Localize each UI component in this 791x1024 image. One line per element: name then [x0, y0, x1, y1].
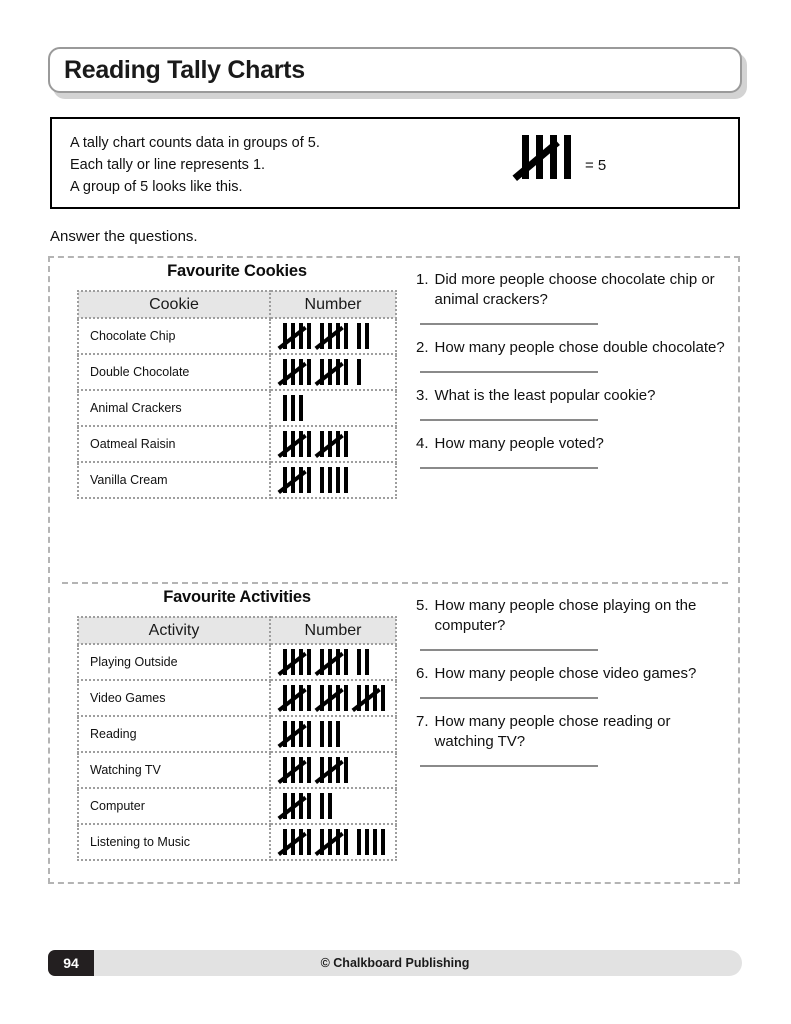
question-text-row [416, 338, 728, 358]
tally-single-marks [320, 467, 348, 493]
worksheet-section-cookies [50, 262, 742, 582]
table-row [78, 462, 396, 498]
footer-credit: © Chalkboard Publishing [320, 956, 470, 970]
row-tally-cell [270, 390, 396, 426]
table-row [78, 426, 396, 462]
tally-group-of-five [283, 649, 311, 675]
table-row [78, 680, 396, 716]
answer-line[interactable] [420, 765, 598, 767]
answer-line[interactable] [420, 371, 598, 373]
page-title-banner [48, 47, 742, 93]
instruction-text [70, 132, 320, 198]
tally-legend [522, 135, 606, 179]
table-row [78, 354, 396, 390]
instruction-line: A group of 5 looks like this. [70, 179, 243, 195]
question-text-row [416, 596, 728, 636]
tally-group-of-five [357, 685, 385, 711]
title-box [48, 47, 742, 93]
tally-single-marks [320, 793, 332, 819]
row-category-label: Watching TV [78, 752, 270, 788]
answer-line[interactable] [420, 649, 598, 651]
tally-marks [283, 757, 395, 783]
chart-column [64, 262, 410, 499]
tally-group-of-five [320, 685, 348, 711]
footer-page-number: 94 [48, 950, 94, 976]
question-body: How many people chose playing on the computer? [434, 597, 697, 634]
legend-equals-label: = 5 [585, 156, 607, 174]
column-header-category: Activity [78, 617, 270, 644]
row-category-label: Animal Crackers [78, 390, 270, 426]
tally-marks [283, 829, 395, 855]
tally-table-body-activities [78, 644, 396, 860]
table-row [78, 752, 396, 788]
row-category-label: Oatmeal Raisin [78, 426, 270, 462]
tally-marks [283, 721, 395, 747]
instruction-line: Each tally or line represents 1. [70, 157, 266, 173]
tally-single-marks [357, 649, 369, 675]
page-title: Reading Tally Charts [64, 55, 305, 84]
row-tally-cell [270, 426, 396, 462]
tally-single-marks [283, 395, 303, 421]
question-number: 6. [416, 665, 429, 682]
tally-group-of-five [320, 359, 348, 385]
chart-column [64, 588, 410, 861]
answer-line[interactable] [420, 467, 598, 469]
worksheet-section-activities [50, 588, 742, 880]
table-row [78, 318, 396, 354]
question-number: 3. [416, 387, 429, 404]
table-row [78, 824, 396, 860]
tally-group-of-five [283, 685, 311, 711]
questions-column-activities [416, 596, 728, 780]
question-body: How many people chose double chocolate? [434, 339, 725, 356]
tally-marks [283, 323, 395, 349]
tally-table-body-cookies [78, 318, 396, 498]
column-header-number: Number [270, 617, 396, 644]
question-number: 2. [416, 339, 429, 356]
tally-single-marks [357, 359, 361, 385]
tally-group-of-five [283, 431, 311, 457]
question-body: How many people voted? [434, 435, 604, 452]
row-tally-cell [270, 824, 396, 860]
tally-marks [283, 467, 395, 493]
tally-group-of-five [320, 829, 348, 855]
row-tally-cell [270, 462, 396, 498]
tally-group-of-five [320, 323, 348, 349]
row-category-label: Listening to Music [78, 824, 270, 860]
questions-column-cookies [416, 270, 728, 482]
row-tally-cell [270, 354, 396, 390]
answer-prompt: Answer the questions. [50, 228, 198, 245]
tally-marks [283, 431, 395, 457]
question-body: How many people chose reading or watching TV? [434, 713, 671, 750]
row-tally-cell [270, 788, 396, 824]
table-row [78, 644, 396, 680]
question-body: What is the least popular cookie? [434, 387, 656, 404]
tally-single-marks [357, 829, 385, 855]
row-category-label: Chocolate Chip [78, 318, 270, 354]
question-body: How many people chose video games? [434, 665, 697, 682]
instruction-box [50, 117, 740, 209]
section-divider [62, 582, 728, 584]
instruction-line: A tally chart counts data in groups of 5. [70, 135, 320, 151]
tally-marks [283, 685, 395, 711]
tally-group-of-five [283, 323, 311, 349]
row-tally-cell [270, 680, 396, 716]
question-number: 1. [416, 271, 429, 288]
table-row [78, 390, 396, 426]
tally-group-of-five [320, 757, 348, 783]
tally-marks [283, 359, 395, 385]
tally-group-of-five [283, 793, 311, 819]
row-category-label: Vanilla Cream [78, 462, 270, 498]
worksheet-panel [48, 256, 740, 884]
row-category-label: Reading [78, 716, 270, 752]
question-number: 7. [416, 713, 429, 730]
tally-marks [283, 793, 395, 819]
row-tally-cell [270, 716, 396, 752]
question-item [416, 434, 728, 469]
question-number: 5. [416, 597, 429, 614]
tally-group-of-five [283, 721, 311, 747]
row-tally-cell [270, 644, 396, 680]
column-header-category: Cookie [78, 291, 270, 318]
question-item [416, 270, 728, 325]
question-item [416, 386, 728, 421]
question-text-row [416, 712, 728, 752]
question-text-row [416, 434, 728, 454]
chart-title: Favourite Cookies [167, 262, 307, 280]
row-category-label: Playing Outside [78, 644, 270, 680]
tally-table-activities [77, 616, 397, 861]
question-text-row [416, 270, 728, 310]
question-body: Did more people choose chocolate chip or animal crackers? [434, 271, 715, 308]
tally-single-marks [320, 721, 340, 747]
question-item [416, 338, 728, 373]
tally-single-marks [357, 323, 369, 349]
question-text-row [416, 664, 728, 684]
column-header-number: Number [270, 291, 396, 318]
tally-marks [283, 649, 395, 675]
tally-group-of-five [320, 649, 348, 675]
chart-title: Favourite Activities [163, 588, 311, 606]
table-header-row [78, 617, 396, 644]
tally-group-of-five [283, 359, 311, 385]
answer-line[interactable] [420, 323, 598, 325]
question-text-row [416, 386, 728, 406]
row-category-label: Double Chocolate [78, 354, 270, 390]
row-tally-cell [270, 318, 396, 354]
table-row [78, 716, 396, 752]
question-item [416, 712, 728, 767]
table-row [78, 788, 396, 824]
tally-marks [283, 395, 395, 421]
tally-table-cookies [77, 290, 397, 499]
tally-group-of-five [320, 431, 348, 457]
tally-group-of-five [283, 829, 311, 855]
tally-group-of-five [283, 467, 311, 493]
answer-line[interactable] [420, 419, 598, 421]
question-item [416, 664, 728, 699]
row-category-label: Computer [78, 788, 270, 824]
question-number: 4. [416, 435, 429, 452]
row-tally-cell [270, 752, 396, 788]
row-category-label: Video Games [78, 680, 270, 716]
tally-group-of-five [283, 757, 311, 783]
table-header-row [78, 291, 396, 318]
tally-group-of-five-icon [522, 135, 571, 179]
answer-line[interactable] [420, 697, 598, 699]
question-item [416, 596, 728, 651]
page-footer [48, 950, 742, 976]
